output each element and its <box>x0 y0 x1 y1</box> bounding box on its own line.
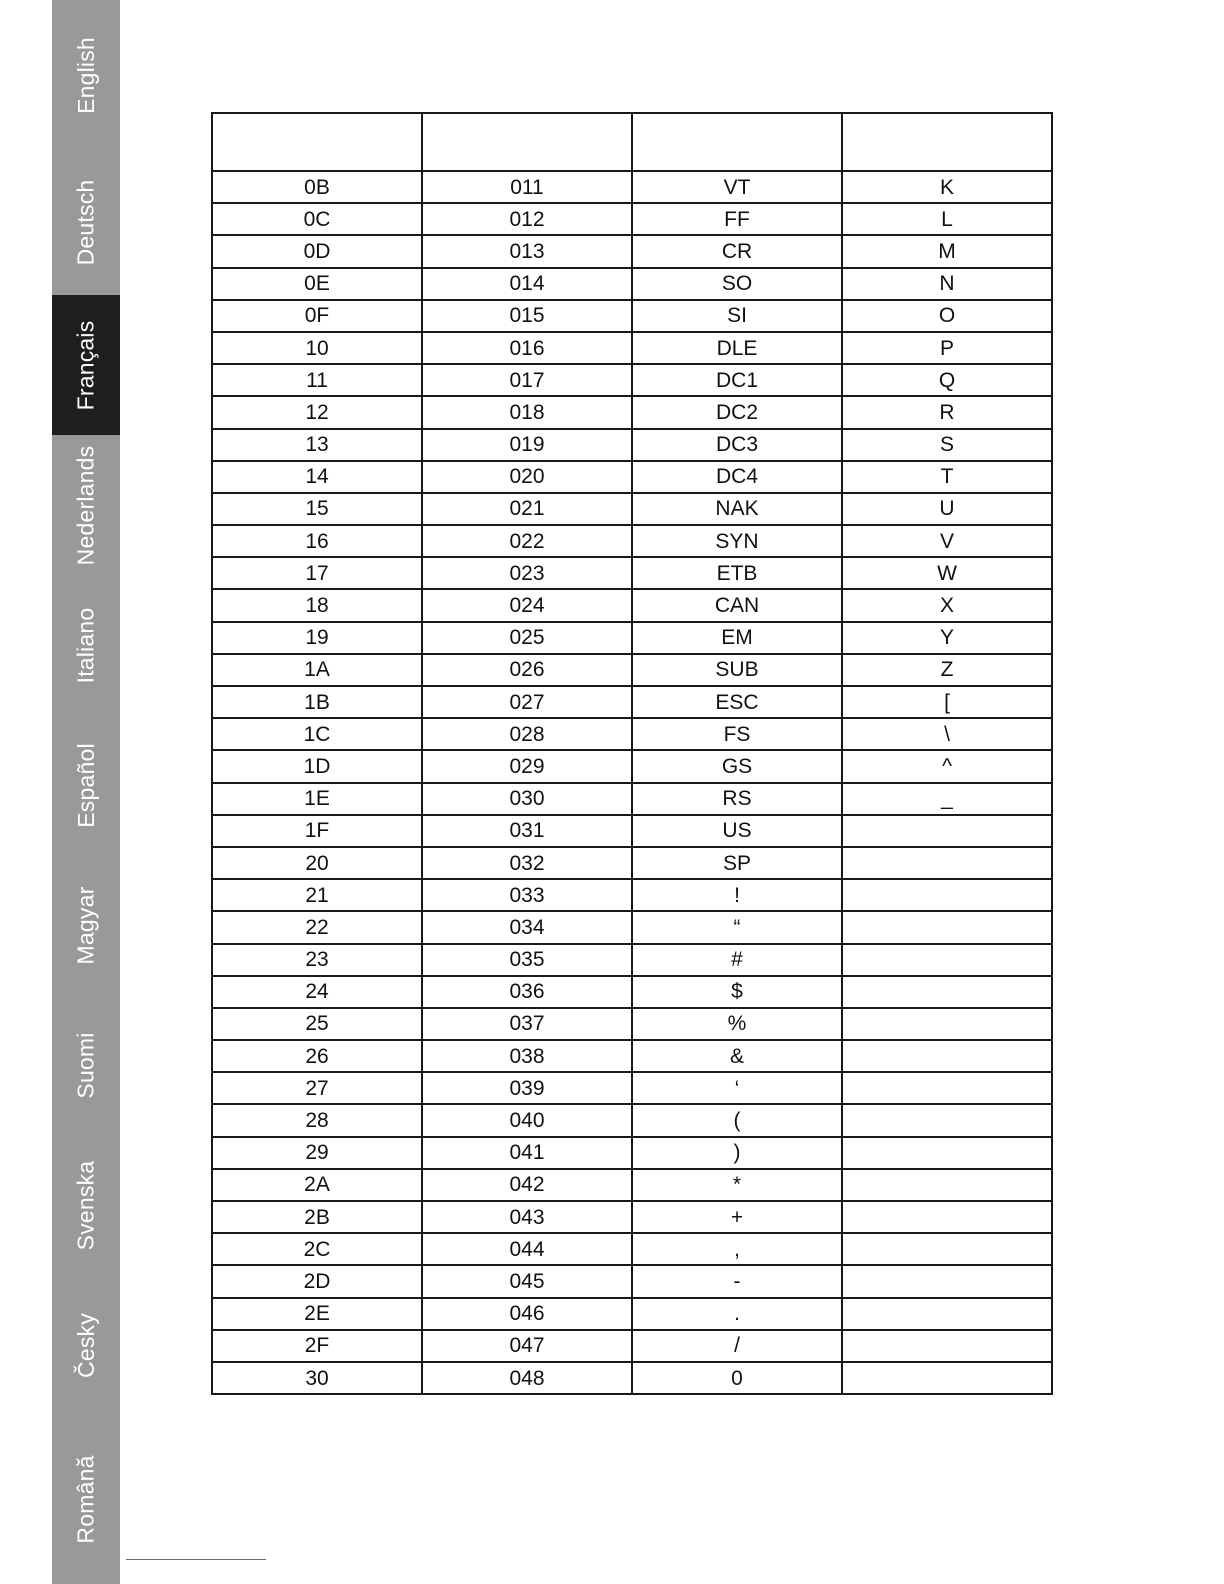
key-cell: K <box>842 171 1052 203</box>
table-row <box>212 461 1052 493</box>
hex-cell: 27 <box>212 1072 422 1104</box>
hex-cell: 10 <box>212 332 422 364</box>
key-cell <box>842 879 1052 911</box>
lang-tab-suomi[interactable] <box>52 995 120 1135</box>
character-cell: SP <box>632 847 842 879</box>
table-row <box>212 783 1052 815</box>
key-cell: Q <box>842 364 1052 396</box>
character-cell: SO <box>632 268 842 300</box>
key-cell <box>842 1330 1052 1362</box>
table-row <box>212 300 1052 332</box>
table-row <box>212 332 1052 364</box>
table-row <box>212 268 1052 300</box>
decimal-cell: 012 <box>422 203 632 235</box>
lang-tab-italiano[interactable] <box>52 575 120 715</box>
lang-tab-label: Česky <box>72 1312 99 1378</box>
hex-cell: 0F <box>212 300 422 332</box>
lang-tab-label: Italiano <box>72 607 99 683</box>
key-cell: R <box>842 396 1052 428</box>
character-cell: CAN <box>632 589 842 621</box>
lang-tab-nederlands[interactable] <box>52 435 120 575</box>
character-cell: - <box>632 1265 842 1297</box>
hex-cell: 12 <box>212 396 422 428</box>
lang-tab-label: Español <box>72 742 99 828</box>
language-sidebar <box>52 0 120 1584</box>
hex-cell: 17 <box>212 557 422 589</box>
character-cell: CR <box>632 235 842 267</box>
key-cell <box>842 1201 1052 1233</box>
key-cell: T <box>842 461 1052 493</box>
header-cell-key <box>842 113 1052 171</box>
hex-cell: 18 <box>212 589 422 621</box>
decimal-cell: 046 <box>422 1298 632 1330</box>
table-row <box>212 1298 1052 1330</box>
table-row <box>212 493 1052 525</box>
hex-cell: 1E <box>212 783 422 815</box>
decimal-cell: 032 <box>422 847 632 879</box>
hex-cell: 2E <box>212 1298 422 1330</box>
table-row <box>212 1104 1052 1136</box>
key-cell <box>842 1040 1052 1072</box>
table-row <box>212 557 1052 589</box>
character-cell: DC1 <box>632 364 842 396</box>
decimal-cell: 034 <box>422 911 632 943</box>
character-cell: DC2 <box>632 396 842 428</box>
key-cell: V <box>842 525 1052 557</box>
hex-cell: 30 <box>212 1362 422 1394</box>
character-cell: EM <box>632 622 842 654</box>
lang-tab-cesky[interactable] <box>52 1275 120 1415</box>
decimal-cell: 016 <box>422 332 632 364</box>
character-cell: ! <box>632 879 842 911</box>
character-cell: “ <box>632 911 842 943</box>
key-cell: _ <box>842 783 1052 815</box>
table-row <box>212 1362 1052 1394</box>
table-row <box>212 944 1052 976</box>
table-row <box>212 1137 1052 1169</box>
hex-cell: 2F <box>212 1330 422 1362</box>
character-cell: + <box>632 1201 842 1233</box>
character-cell: ETB <box>632 557 842 589</box>
key-cell: L <box>842 203 1052 235</box>
character-cell: SYN <box>632 525 842 557</box>
character-cell: FS <box>632 718 842 750</box>
table-row <box>212 654 1052 686</box>
character-cell: * <box>632 1169 842 1201</box>
character-cell: ) <box>632 1137 842 1169</box>
decimal-cell: 011 <box>422 171 632 203</box>
key-cell: Z <box>842 654 1052 686</box>
lang-tab-espanol[interactable] <box>52 715 120 855</box>
hex-cell: 1A <box>212 654 422 686</box>
key-cell <box>842 1137 1052 1169</box>
decimal-cell: 014 <box>422 268 632 300</box>
key-cell <box>842 1298 1052 1330</box>
hex-cell: 2A <box>212 1169 422 1201</box>
decimal-cell: 029 <box>422 750 632 782</box>
header-cell-dec <box>422 113 632 171</box>
table-row <box>212 525 1052 557</box>
hex-cell: 0B <box>212 171 422 203</box>
key-cell: M <box>842 235 1052 267</box>
decimal-cell: 020 <box>422 461 632 493</box>
table-row <box>212 1233 1052 1265</box>
character-cell: VT <box>632 171 842 203</box>
key-cell <box>842 1169 1052 1201</box>
character-cell: # <box>632 944 842 976</box>
table-row <box>212 815 1052 847</box>
character-cell: / <box>632 1330 842 1362</box>
table-row <box>212 396 1052 428</box>
table-row <box>212 750 1052 782</box>
hex-cell: 0C <box>212 203 422 235</box>
lang-tab-svenska[interactable] <box>52 1135 120 1275</box>
key-cell <box>842 1072 1052 1104</box>
lang-tab-label: Magyar <box>72 886 99 964</box>
character-cell: US <box>632 815 842 847</box>
lang-tab-francais[interactable] <box>52 295 120 435</box>
table-row <box>212 203 1052 235</box>
decimal-cell: 042 <box>422 1169 632 1201</box>
decimal-cell: 024 <box>422 589 632 621</box>
header-cell-hex <box>212 113 422 171</box>
hex-cell: 23 <box>212 944 422 976</box>
decimal-cell: 047 <box>422 1330 632 1362</box>
table-row <box>212 429 1052 461</box>
hex-cell: 11 <box>212 364 422 396</box>
key-cell <box>842 1265 1052 1297</box>
hex-cell: 2B <box>212 1201 422 1233</box>
key-cell: O <box>842 300 1052 332</box>
character-cell: SI <box>632 300 842 332</box>
hex-cell: 15 <box>212 493 422 525</box>
decimal-cell: 017 <box>422 364 632 396</box>
decimal-cell: 030 <box>422 783 632 815</box>
footer-divider <box>126 1559 266 1560</box>
table-row <box>212 622 1052 654</box>
hex-cell: 20 <box>212 847 422 879</box>
table-row <box>212 718 1052 750</box>
hex-cell: 0E <box>212 268 422 300</box>
character-cell: ( <box>632 1104 842 1136</box>
decimal-cell: 027 <box>422 686 632 718</box>
table-body <box>212 171 1052 1394</box>
lang-tab-english[interactable] <box>52 0 120 150</box>
hex-cell: 16 <box>212 525 422 557</box>
character-cell: ‘ <box>632 1072 842 1104</box>
lang-tab-label: Svenska <box>72 1160 99 1250</box>
table-header-row <box>212 113 1052 171</box>
key-cell <box>842 911 1052 943</box>
table-row <box>212 364 1052 396</box>
key-cell: S <box>842 429 1052 461</box>
table-row <box>212 1265 1052 1297</box>
hex-cell: 2D <box>212 1265 422 1297</box>
decimal-cell: 015 <box>422 300 632 332</box>
decimal-cell: 022 <box>422 525 632 557</box>
character-cell: GS <box>632 750 842 782</box>
lang-tab-label: Français <box>72 320 99 410</box>
lang-tab-romana[interactable] <box>52 1415 120 1584</box>
table-row <box>212 589 1052 621</box>
character-cell: % <box>632 1008 842 1040</box>
key-cell <box>842 976 1052 1008</box>
character-cell: SUB <box>632 654 842 686</box>
character-cell: ESC <box>632 686 842 718</box>
key-cell <box>842 847 1052 879</box>
character-cell: , <box>632 1233 842 1265</box>
lang-tab-label: Română <box>72 1455 99 1544</box>
decimal-cell: 028 <box>422 718 632 750</box>
key-cell <box>842 815 1052 847</box>
hex-cell: 28 <box>212 1104 422 1136</box>
header-cell-char <box>632 113 842 171</box>
decimal-cell: 025 <box>422 622 632 654</box>
table-row <box>212 911 1052 943</box>
key-cell <box>842 1233 1052 1265</box>
decimal-cell: 018 <box>422 396 632 428</box>
table-row <box>212 686 1052 718</box>
decimal-cell: 023 <box>422 557 632 589</box>
decimal-cell: 048 <box>422 1362 632 1394</box>
ascii-code-table <box>211 112 1053 1395</box>
hex-cell: 1C <box>212 718 422 750</box>
decimal-cell: 013 <box>422 235 632 267</box>
lang-tab-label: Nederlands <box>72 445 99 565</box>
lang-tab-label: Suomi <box>72 1031 99 1099</box>
table-row <box>212 1072 1052 1104</box>
key-cell: U <box>842 493 1052 525</box>
key-cell: [ <box>842 686 1052 718</box>
decimal-cell: 033 <box>422 879 632 911</box>
decimal-cell: 039 <box>422 1072 632 1104</box>
table-row <box>212 976 1052 1008</box>
hex-cell: 0D <box>212 235 422 267</box>
key-cell: Y <box>842 622 1052 654</box>
decimal-cell: 044 <box>422 1233 632 1265</box>
table-row <box>212 1040 1052 1072</box>
table-row <box>212 1330 1052 1362</box>
hex-cell: 19 <box>212 622 422 654</box>
character-cell: & <box>632 1040 842 1072</box>
table-row <box>212 847 1052 879</box>
table-row <box>212 1169 1052 1201</box>
hex-cell: 21 <box>212 879 422 911</box>
decimal-cell: 019 <box>422 429 632 461</box>
character-cell: RS <box>632 783 842 815</box>
decimal-cell: 040 <box>422 1104 632 1136</box>
key-cell <box>842 1008 1052 1040</box>
hex-cell: 1D <box>212 750 422 782</box>
lang-tab-label: English <box>72 36 99 114</box>
key-cell <box>842 1362 1052 1394</box>
decimal-cell: 026 <box>422 654 632 686</box>
lang-tab-deutsch[interactable] <box>52 150 120 295</box>
hex-cell: 13 <box>212 429 422 461</box>
lang-tab-label: Deutsch <box>72 179 99 266</box>
hex-cell: 1F <box>212 815 422 847</box>
key-cell: \ <box>842 718 1052 750</box>
hex-cell: 1B <box>212 686 422 718</box>
character-cell: DLE <box>632 332 842 364</box>
key-cell <box>842 1104 1052 1136</box>
decimal-cell: 043 <box>422 1201 632 1233</box>
key-cell: P <box>842 332 1052 364</box>
table-row <box>212 171 1052 203</box>
hex-cell: 26 <box>212 1040 422 1072</box>
hex-cell: 29 <box>212 1137 422 1169</box>
hex-cell: 14 <box>212 461 422 493</box>
character-cell: DC3 <box>632 429 842 461</box>
key-cell <box>842 944 1052 976</box>
decimal-cell: 031 <box>422 815 632 847</box>
key-cell: W <box>842 557 1052 589</box>
character-cell: DC4 <box>632 461 842 493</box>
key-cell: X <box>842 589 1052 621</box>
hex-cell: 24 <box>212 976 422 1008</box>
hex-cell: 22 <box>212 911 422 943</box>
decimal-cell: 035 <box>422 944 632 976</box>
table-row <box>212 235 1052 267</box>
key-cell: ^ <box>842 750 1052 782</box>
decimal-cell: 036 <box>422 976 632 1008</box>
character-cell: NAK <box>632 493 842 525</box>
decimal-cell: 045 <box>422 1265 632 1297</box>
table-row <box>212 879 1052 911</box>
character-cell: $ <box>632 976 842 1008</box>
lang-tab-magyar[interactable] <box>52 855 120 995</box>
decimal-cell: 021 <box>422 493 632 525</box>
decimal-cell: 041 <box>422 1137 632 1169</box>
decimal-cell: 038 <box>422 1040 632 1072</box>
key-cell: N <box>842 268 1052 300</box>
table-row <box>212 1201 1052 1233</box>
character-cell: . <box>632 1298 842 1330</box>
hex-cell: 2C <box>212 1233 422 1265</box>
table-row <box>212 1008 1052 1040</box>
character-cell: FF <box>632 203 842 235</box>
character-cell: 0 <box>632 1362 842 1394</box>
hex-cell: 25 <box>212 1008 422 1040</box>
decimal-cell: 037 <box>422 1008 632 1040</box>
